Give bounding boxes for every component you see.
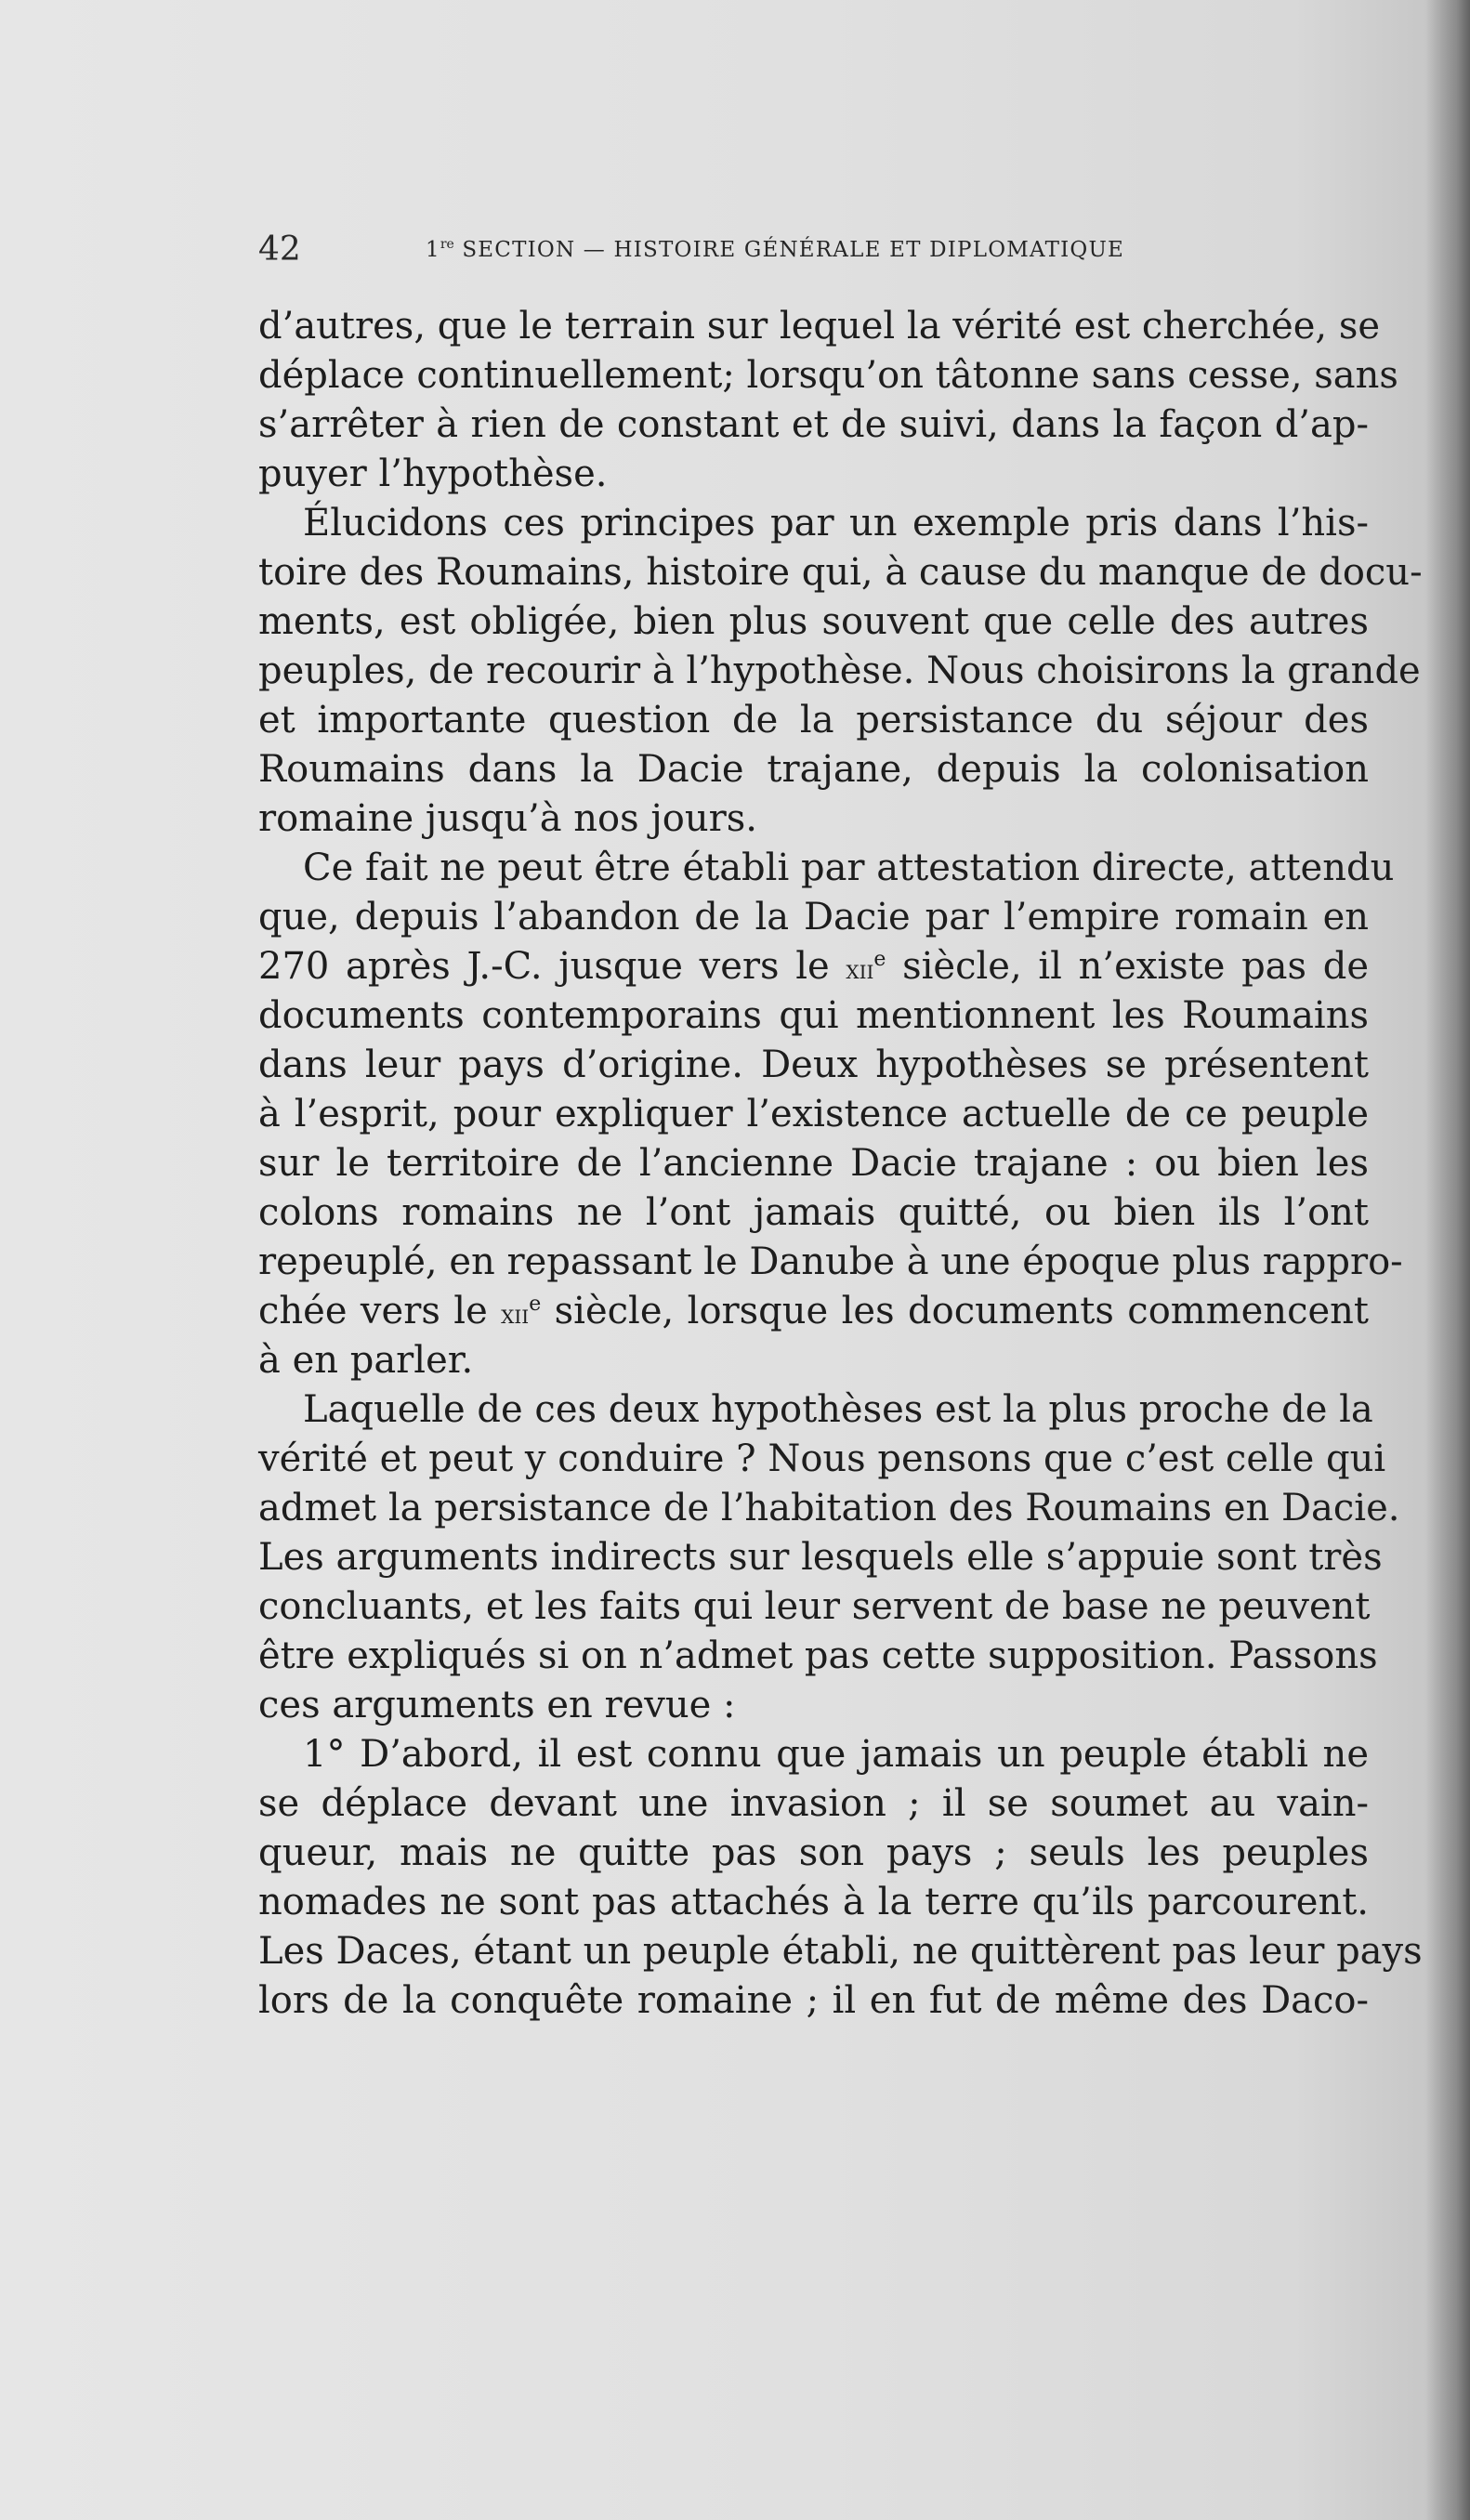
text-line: puyer l’hypothèse. [258,453,608,495]
text-line: colons romains ne l’ont jamais quitté, ou bien ils l’ont [258,1191,1369,1234]
body-text [258,302,1423,2026]
century-roman: xii [846,954,874,985]
section-ordinal-suffix: re [440,237,454,252]
text-line: d’autres, que le terrain sur lequel la vérité est cherchée, se [258,305,1381,348]
section-ordinal: 1 [426,238,440,262]
page-header [258,229,1225,271]
century-roman: xii [501,1299,530,1330]
page-number: 42 [258,230,301,269]
text-line: sur le territoire de l’ancienne Dacie trajane : ou bien les [258,1142,1369,1185]
text-line: queur, mais ne quitte pas son pays ; seuls les peuples [258,1831,1369,1874]
text-line: et importante question de la persistance du séjour des [258,699,1369,742]
text-line: déplace continuellement; lorsqu’on tâtonne sans cesse, sans [258,354,1398,397]
text-line: ces arguments en revue : [258,1684,736,1726]
text-line: admet la persistance de l’habitation des Roumains en Dacie. [258,1487,1400,1529]
century-suffix: e [529,1293,542,1316]
text-line: Élucidons ces principes par un exemple pris dans l’his- [303,502,1369,545]
text-line-composite [258,1287,1369,1336]
text-line: 1° D’abord, il est connu que jamais un peuple établi ne [303,1733,1369,1776]
text-line: Ce fait ne peut être établi par attestation directe, attendu [303,847,1395,889]
section-title: SECTION — HISTOIRE GÉNÉRALE ET DIPLOMATIQUE [462,238,1125,262]
text-fragment: chée vers le [258,1290,502,1332]
text-line: repeuplé, en repassant le Danube à une époque plus rappro- [258,1240,1403,1283]
text-line: à l’esprit, pour expliquer l’existence actuelle de ce peuple [258,1093,1369,1135]
text-line: Les Daces, étant un peuple établi, ne quittèrent pas leur pays [258,1930,1423,1973]
text-line: être expliqués si on n’admet pas cette supposition. Passons [258,1634,1378,1677]
text-line: que, depuis l’abandon de la Dacie par l’empire romain en [258,896,1369,938]
text-line: s’arrêter à rien de constant et de suivi, dans la façon d’ap- [258,403,1369,446]
text-line: se déplace devant une invasion ; il se soumet au vain- [258,1782,1369,1825]
text-line: Laquelle de ces deux hypothèses est la plus proche de la [303,1388,1373,1431]
text-line: dans leur pays d’origine. Deux hypothèses se présentent [258,1043,1369,1086]
text-line: documents contemporains qui mentionnent les Roumains [258,994,1369,1037]
text-line: concluants, et les faits qui leur servent de base ne peuvent [258,1585,1371,1628]
page-edge-shadow [1425,0,1470,2520]
text-line: nomades ne sont pas attachés à la terre qu’ils parcourent. [258,1881,1369,1923]
text-line: Les arguments indirects sur lesquels elle s’appuie sont très [258,1536,1383,1579]
text-line: romaine jusqu’à nos jours. [258,797,757,840]
text-line: peuples, de recourir à l’hypothèse. Nous choisirons la grande [258,650,1421,692]
century-suffix: e [873,948,886,971]
text-line: à en parler. [258,1339,474,1382]
text-fragment: 270 après J.-C. jusque vers le [258,945,847,988]
text-line: lors de la conquête romaine ; il en fut de même des Daco- [258,1979,1369,2022]
text-line: Roumains dans la Dacie trajane, depuis la colonisation [258,748,1369,791]
text-fragment: siècle, lorsque les documents commencent [541,1290,1369,1332]
text-line: toire des Roumains, histoire qui, à cause du manque de docu- [258,551,1423,594]
text-line: vérité et peut y conduire ? Nous pensons que c’est celle qui [258,1437,1386,1480]
running-head [426,234,1124,269]
text-fragment: siècle, il n’existe pas de [886,945,1370,988]
text-line: ments, est obligée, bien plus souvent que celle des autres [258,600,1369,643]
text-line-composite [258,942,1369,991]
